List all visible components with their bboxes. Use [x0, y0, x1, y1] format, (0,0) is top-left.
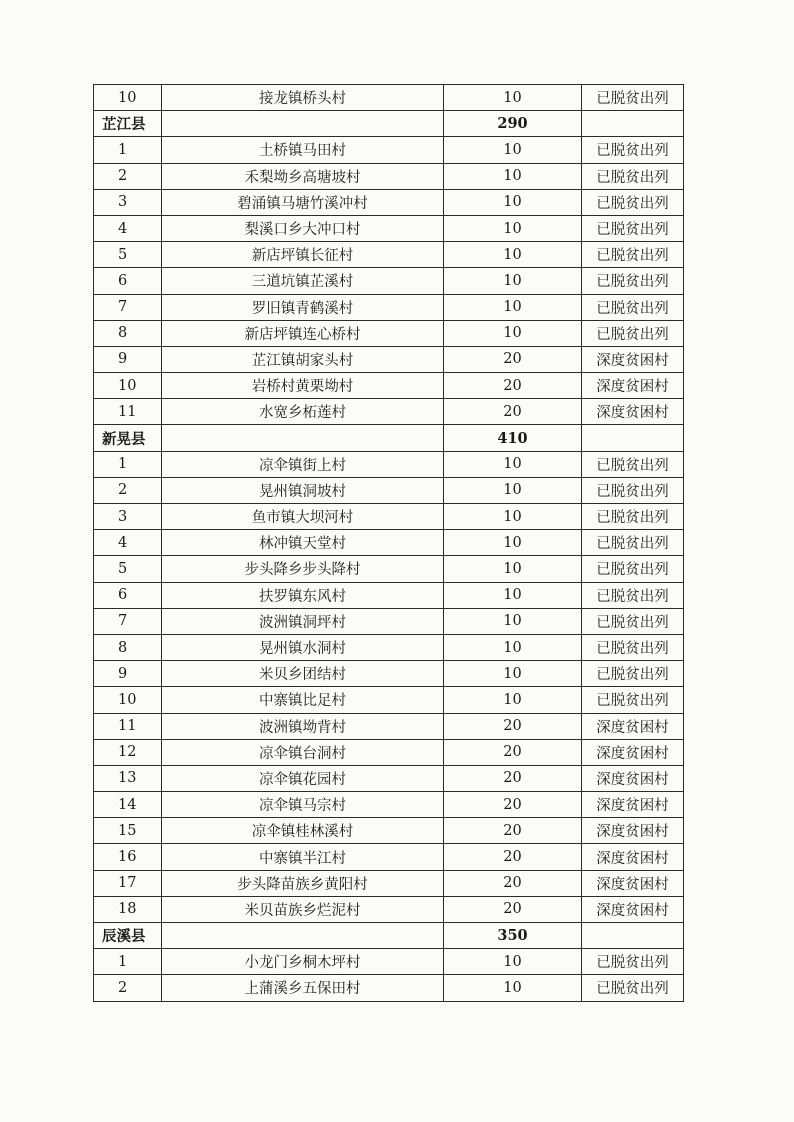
poverty-status: 已脱贫出列 [582, 661, 684, 687]
village-name: 凉伞镇街上村 [162, 451, 444, 477]
fund-amount: 10 [444, 189, 582, 215]
fund-amount: 10 [444, 242, 582, 268]
row-number: 10 [94, 85, 162, 111]
table-row [94, 792, 684, 818]
row-number: 5 [94, 242, 162, 268]
poverty-status: 已脱贫出列 [582, 477, 684, 503]
poverty-status: 已脱贫出列 [582, 85, 684, 111]
village-name: 米贝乡团结村 [162, 661, 444, 687]
village-name: 禾梨坳乡高塘坡村 [162, 163, 444, 189]
fund-amount: 10 [444, 582, 582, 608]
poverty-status: 已脱贫出列 [582, 242, 684, 268]
fund-amount: 10 [444, 163, 582, 189]
table-row [94, 399, 684, 425]
county-total: 350 [444, 923, 582, 949]
county-name: 芷江县 [94, 111, 162, 137]
fund-amount: 10 [444, 949, 582, 975]
fund-amount: 10 [444, 477, 582, 503]
row-number: 12 [94, 739, 162, 765]
table-row [94, 818, 684, 844]
row-number: 7 [94, 294, 162, 320]
table-row [94, 582, 684, 608]
county-name: 新晃县 [94, 425, 162, 451]
table-row [94, 504, 684, 530]
poverty-status: 深度贫困村 [582, 713, 684, 739]
poverty-status: 已脱贫出列 [582, 949, 684, 975]
row-number: 3 [94, 189, 162, 215]
village-name: 鱼市镇大坝河村 [162, 504, 444, 530]
row-number: 4 [94, 215, 162, 241]
county-total: 290 [444, 111, 582, 137]
poverty-status: 已脱贫出列 [582, 294, 684, 320]
poverty-status: 深度贫困村 [582, 844, 684, 870]
poverty-status: 深度贫困村 [582, 765, 684, 791]
village-name: 波洲镇洞坪村 [162, 608, 444, 634]
poverty-status: 已脱贫出列 [582, 137, 684, 163]
poverty-status: 已脱贫出列 [582, 556, 684, 582]
county-row [94, 111, 684, 137]
fund-amount: 10 [444, 634, 582, 660]
table-row [94, 713, 684, 739]
table-row [94, 687, 684, 713]
table-row [94, 634, 684, 660]
row-number: 8 [94, 634, 162, 660]
poverty-status: 深度贫困村 [582, 870, 684, 896]
table-row [94, 137, 684, 163]
village-name: 波洲镇坳背村 [162, 713, 444, 739]
county-total: 410 [444, 425, 582, 451]
county-empty-cell [162, 923, 444, 949]
fund-amount: 10 [444, 556, 582, 582]
village-name: 罗旧镇青鹤溪村 [162, 294, 444, 320]
fund-amount: 20 [444, 346, 582, 372]
row-number: 8 [94, 320, 162, 346]
fund-amount: 20 [444, 870, 582, 896]
table-row [94, 661, 684, 687]
fund-amount: 10 [444, 504, 582, 530]
village-name: 新店坪镇连心桥村 [162, 320, 444, 346]
fund-amount: 10 [444, 687, 582, 713]
village-name: 三道坑镇芷溪村 [162, 268, 444, 294]
row-number: 1 [94, 451, 162, 477]
table-row [94, 896, 684, 922]
village-name: 土桥镇马田村 [162, 137, 444, 163]
county-name: 辰溪县 [94, 923, 162, 949]
fund-amount: 20 [444, 399, 582, 425]
village-name: 凉伞镇桂林溪村 [162, 818, 444, 844]
row-number: 11 [94, 713, 162, 739]
row-number: 13 [94, 765, 162, 791]
fund-amount: 20 [444, 765, 582, 791]
county-empty-cell [582, 425, 684, 451]
row-number: 6 [94, 582, 162, 608]
village-name: 接龙镇桥头村 [162, 85, 444, 111]
row-number: 2 [94, 163, 162, 189]
village-name: 凉伞镇台洞村 [162, 739, 444, 765]
village-name: 芷江镇胡家头村 [162, 346, 444, 372]
poverty-status: 已脱贫出列 [582, 608, 684, 634]
fund-amount: 20 [444, 792, 582, 818]
fund-amount: 10 [444, 137, 582, 163]
table-row [94, 320, 684, 346]
fund-amount: 20 [444, 739, 582, 765]
poverty-status: 深度贫困村 [582, 346, 684, 372]
table-row [94, 530, 684, 556]
village-name: 林冲镇天堂村 [162, 530, 444, 556]
table-row [94, 163, 684, 189]
table-row [94, 765, 684, 791]
poverty-status: 已脱贫出列 [582, 215, 684, 241]
fund-amount: 10 [444, 451, 582, 477]
fund-amount: 10 [444, 215, 582, 241]
county-empty-cell [162, 425, 444, 451]
poverty-status: 已脱贫出列 [582, 268, 684, 294]
table-row [94, 346, 684, 372]
fund-amount: 10 [444, 975, 582, 1001]
poverty-status: 已脱贫出列 [582, 687, 684, 713]
fund-amount: 10 [444, 294, 582, 320]
village-name: 梨溪口乡大冲口村 [162, 215, 444, 241]
table-row [94, 608, 684, 634]
village-name: 新店坪镇长征村 [162, 242, 444, 268]
village-fund-table [93, 84, 684, 1002]
fund-amount: 20 [444, 896, 582, 922]
village-name: 碧涌镇马塘竹溪冲村 [162, 189, 444, 215]
county-row [94, 923, 684, 949]
poverty-status: 已脱贫出列 [582, 189, 684, 215]
row-number: 18 [94, 896, 162, 922]
table-row [94, 556, 684, 582]
fund-amount: 10 [444, 85, 582, 111]
fund-amount: 20 [444, 373, 582, 399]
village-name: 晃州镇水洞村 [162, 634, 444, 660]
village-name: 步头降乡步头降村 [162, 556, 444, 582]
row-number: 9 [94, 661, 162, 687]
fund-amount: 20 [444, 844, 582, 870]
table-row [94, 242, 684, 268]
poverty-status: 已脱贫出列 [582, 504, 684, 530]
table-row [94, 294, 684, 320]
row-number: 6 [94, 268, 162, 294]
county-empty-cell [582, 923, 684, 949]
poverty-status: 深度贫困村 [582, 399, 684, 425]
row-number: 10 [94, 687, 162, 713]
row-number: 16 [94, 844, 162, 870]
poverty-status: 已脱贫出列 [582, 163, 684, 189]
poverty-status: 已脱贫出列 [582, 530, 684, 556]
poverty-status: 已脱贫出列 [582, 975, 684, 1001]
village-name: 小龙门乡桐木坪村 [162, 949, 444, 975]
table-row [94, 451, 684, 477]
poverty-status: 深度贫困村 [582, 373, 684, 399]
row-number: 2 [94, 477, 162, 503]
row-number: 1 [94, 949, 162, 975]
village-name: 岩桥村黄栗坳村 [162, 373, 444, 399]
village-name: 凉伞镇马宗村 [162, 792, 444, 818]
row-number: 7 [94, 608, 162, 634]
county-empty-cell [582, 111, 684, 137]
village-name: 上蒲溪乡五保田村 [162, 975, 444, 1001]
table-row [94, 85, 684, 111]
village-name: 步头降苗族乡黄阳村 [162, 870, 444, 896]
village-name: 晃州镇洞坡村 [162, 477, 444, 503]
village-name: 中寨镇比足村 [162, 687, 444, 713]
row-number: 5 [94, 556, 162, 582]
fund-amount: 20 [444, 818, 582, 844]
row-number: 17 [94, 870, 162, 896]
poverty-status: 已脱贫出列 [582, 320, 684, 346]
county-empty-cell [162, 111, 444, 137]
row-number: 3 [94, 504, 162, 530]
table-row [94, 739, 684, 765]
poverty-status: 深度贫困村 [582, 896, 684, 922]
village-name: 米贝苗族乡烂泥村 [162, 896, 444, 922]
row-number: 15 [94, 818, 162, 844]
table-row [94, 215, 684, 241]
table-row [94, 975, 684, 1001]
village-name: 扶罗镇东风村 [162, 582, 444, 608]
fund-amount: 10 [444, 268, 582, 294]
village-name: 凉伞镇花园村 [162, 765, 444, 791]
row-number: 10 [94, 373, 162, 399]
table-row [94, 477, 684, 503]
row-number: 11 [94, 399, 162, 425]
row-number: 1 [94, 137, 162, 163]
table-row [94, 268, 684, 294]
poverty-status: 已脱贫出列 [582, 451, 684, 477]
poverty-status: 深度贫困村 [582, 818, 684, 844]
poverty-status: 深度贫困村 [582, 739, 684, 765]
fund-amount: 10 [444, 661, 582, 687]
village-name: 中寨镇半江村 [162, 844, 444, 870]
village-name: 水宽乡柘莲村 [162, 399, 444, 425]
row-number: 2 [94, 975, 162, 1001]
county-row [94, 425, 684, 451]
table-row [94, 373, 684, 399]
row-number: 9 [94, 346, 162, 372]
poverty-status: 已脱贫出列 [582, 582, 684, 608]
table-body [94, 85, 684, 1002]
row-number: 14 [94, 792, 162, 818]
fund-amount: 20 [444, 713, 582, 739]
fund-amount: 10 [444, 530, 582, 556]
table-row [94, 949, 684, 975]
table-row [94, 870, 684, 896]
poverty-status: 深度贫困村 [582, 792, 684, 818]
table-row [94, 844, 684, 870]
poverty-status: 已脱贫出列 [582, 634, 684, 660]
table-row [94, 189, 684, 215]
fund-amount: 10 [444, 320, 582, 346]
fund-amount: 10 [444, 608, 582, 634]
row-number: 4 [94, 530, 162, 556]
